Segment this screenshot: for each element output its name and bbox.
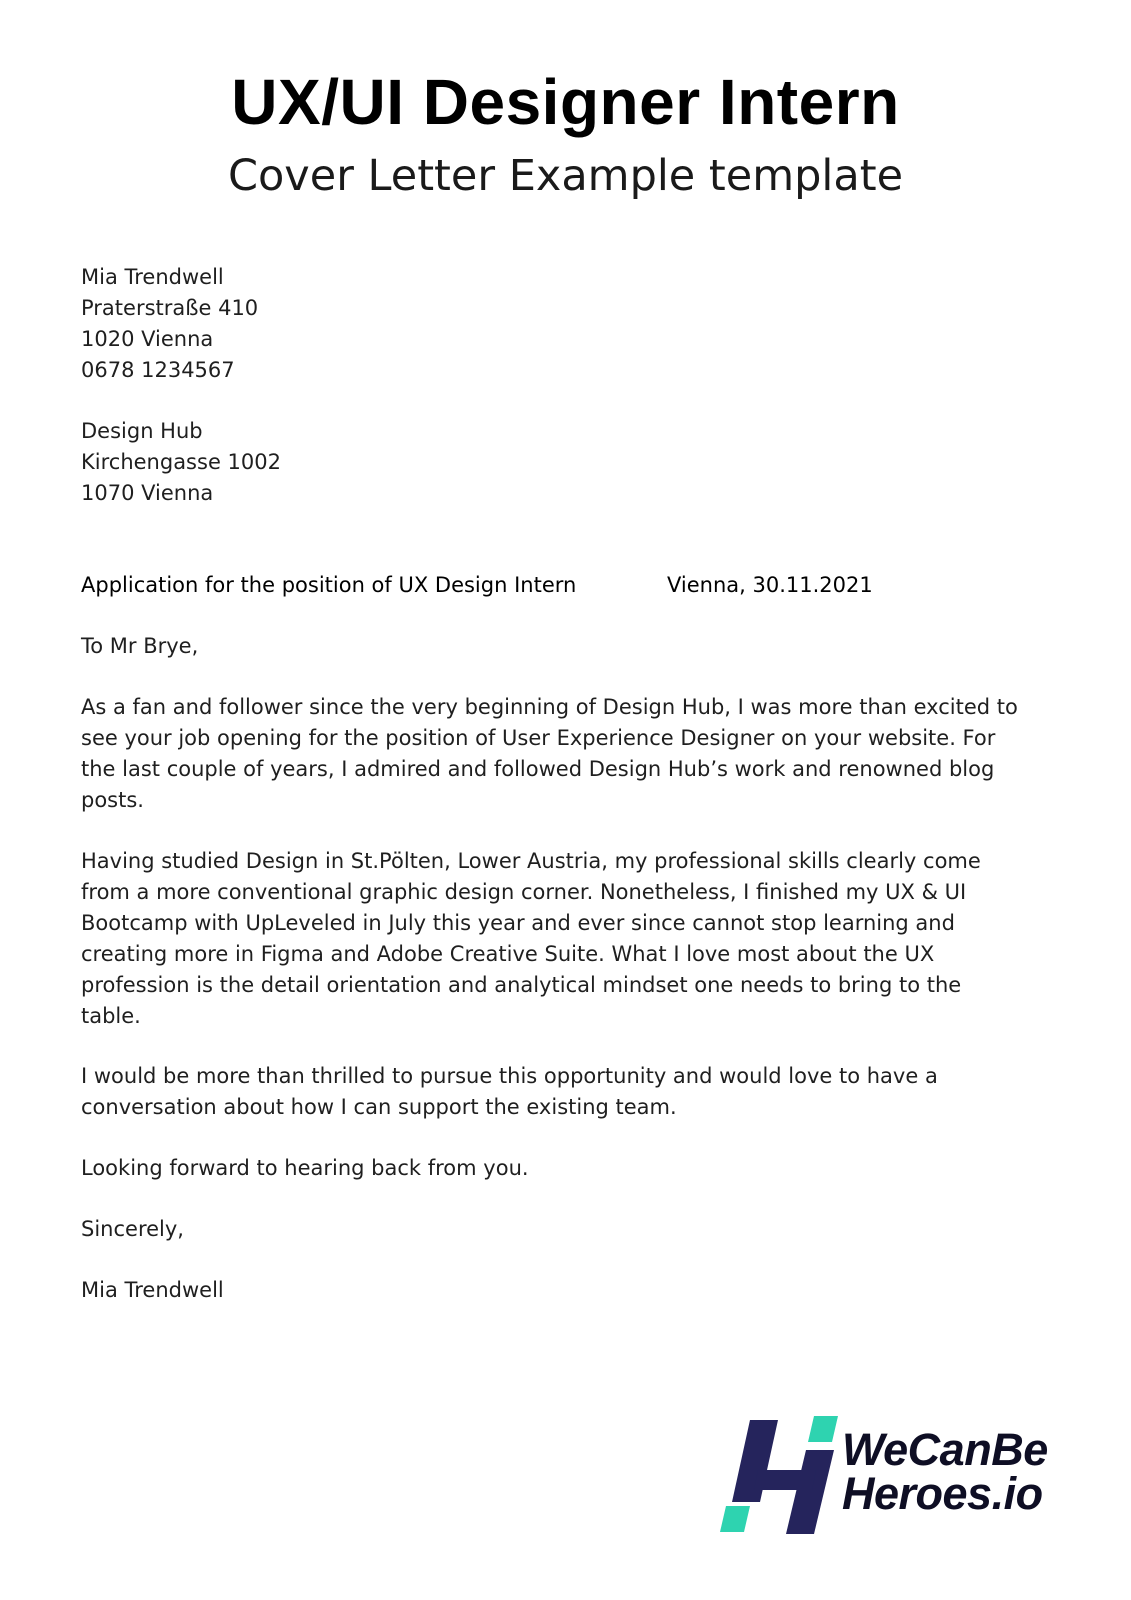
paragraph-line: As a fan and follower since the very beginning of Design Hub, I was more than excited to [81, 695, 1018, 719]
subject-line [81, 570, 873, 601]
paragraph-line: from a more conventional graphic design corner. Nonetheless, I finished my UX & UI [81, 880, 967, 904]
paragraph-line: posts. [81, 788, 144, 812]
paragraph-line: I would be more than thrilled to pursue this opportunity and would love to have a [81, 1064, 938, 1088]
logo-crossbar [754, 1470, 816, 1490]
paragraph-line: table. [81, 1004, 141, 1028]
paragraph-line: creating more in Figma and Adobe Creative Suite. What I love most about the UX [81, 942, 935, 966]
sender-city: 1020 Vienna [81, 327, 214, 351]
recipient-company: Design Hub [81, 419, 203, 443]
logo-line-2: Heroes.io [842, 1468, 1043, 1519]
recipient-address [81, 416, 1081, 509]
letter-date: Vienna, 30.11.2021 [667, 573, 873, 597]
paragraph-3 [81, 1061, 1081, 1123]
document-title: UX/UI Designer Intern [231, 66, 900, 138]
paragraph-line: Bootcamp with UpLeveled in July this year and ever since cannot stop learning and [81, 911, 955, 935]
recipient-street: Kirchengasse 1002 [81, 450, 281, 474]
heroes-h-icon [720, 1412, 840, 1534]
subject-text: Application for the position of UX Design Intern [81, 573, 577, 597]
paragraph-line: the last couple of years, I admired and followed Design Hub’s work and renowned blog [81, 757, 995, 781]
paragraph-line: profession is the detail orientation and analytical mindset one needs to bring to the [81, 973, 962, 997]
sender-name: Mia Trendwell [81, 265, 224, 289]
paragraph-2 [81, 846, 1081, 1032]
logo-accent-bottom [720, 1506, 750, 1532]
sender-address [81, 262, 1081, 386]
greeting: To Mr Brye, [81, 634, 199, 658]
sender-street: Praterstraße 410 [81, 296, 259, 320]
closing: Sincerely, [81, 1217, 184, 1241]
recipient-city: 1070 Vienna [81, 481, 214, 505]
paragraph-1 [81, 692, 1081, 816]
logo-wordmark [842, 1424, 1048, 1519]
paragraph-line: conversation about how I can support the existing team. [81, 1095, 677, 1119]
logo-right-bar [786, 1450, 834, 1534]
signature: Mia Trendwell [81, 1278, 224, 1302]
paragraph-line: see your job opening for the position of User Experience Designer on your website. For [81, 726, 996, 750]
logo-line-1: WeCanBe [842, 1424, 1048, 1475]
paragraph-4: Looking forward to hearing back from you. [81, 1156, 529, 1180]
brand-logo [720, 1412, 1080, 1542]
sender-phone: 0678 1234567 [81, 358, 235, 382]
paragraph-line: Having studied Design in St.Pölten, Lower Austria, my professional skills clearly come [81, 849, 981, 873]
logo-accent-top [808, 1416, 838, 1442]
document-subtitle: Cover Letter Example template [227, 151, 904, 201]
